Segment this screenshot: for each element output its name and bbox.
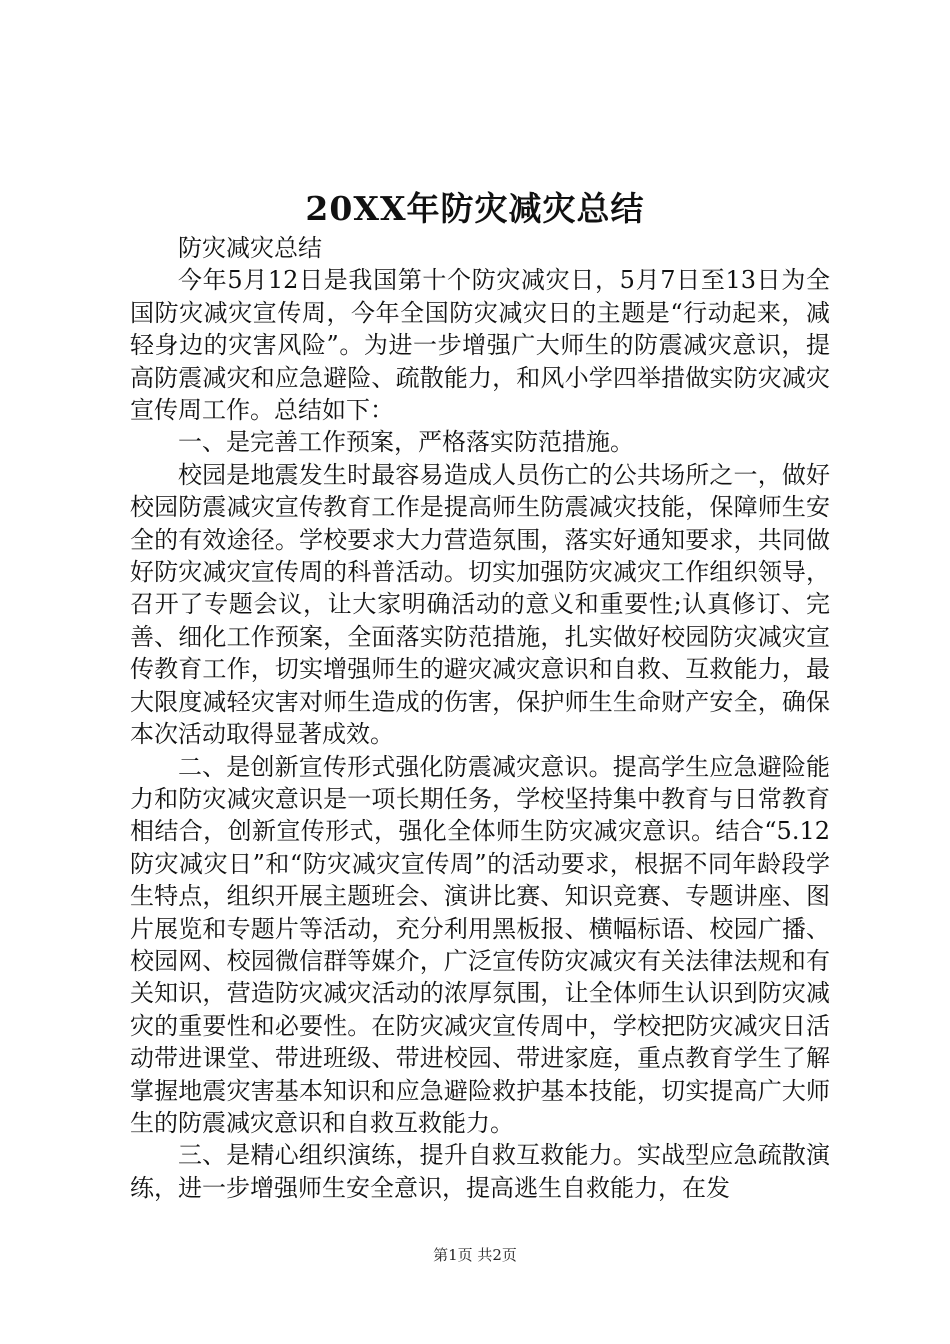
section-heading-1: 一、是完善工作预案，严格落实防范措施。 xyxy=(178,428,634,457)
page-number-footer: 第1页 共2页 xyxy=(433,1246,517,1264)
paragraph-section-2: 二、是创新宣传形式强化防震减灾意识。提高学生应急避险能力和防灾减灾意识是一项长期任务，学校坚持集中教育与日常教育相结合，创新宣传形式，强化全体师生防灾减灾意识。结合“5.12防灾减灾日”和“防灾减灾宣传周”的活动要求，根据不同年龄段学生特点，组织开展主题班会、演讲比赛、知识竞赛、专题讲座、图片展览和专题片等活动，充分利用黑板报、横幅标语、校园广播、校园网、校园微信群等媒介，广泛宣传防灾减灾有关法律法规和有关知识，营造防灾减灾活动的浓厚氛围，让全体师生认识到防灾减灾的重要性和必要性。在防灾减灾宣传周中，学校把防灾减灾日活动带进课堂、带进班级、带进校园、带进家庭，重点教育学生了解掌握地震灾害基本知识和应急避险救护基本技能，切实提高广大师生的防震减灾意识和自救互救能力。 xyxy=(130,752,830,1137)
paragraph-section-3: 三、是精心组织演练，提升自救互救能力。实战型应急疏散演练，进一步增强师生安全意识，提高逃生自救能力，在发 xyxy=(130,1141,830,1202)
document-title: 20XX年防灾减灾总结 xyxy=(305,189,645,228)
paragraph-intro: 今年5月12日是我国第十个防灾减灾日，5月7日至13日为全国防灾减灾宣传周，今年全国防灾减灾日的主题是“行动起来，减轻身边的灾害风险”。为进一步增强广大师生的防震减灾意识，提高防震减灾和应急避险、疏散能力，和风小学四举措做实防灾减灾宣传周工作。总结如下： xyxy=(130,266,830,425)
paragraph-section-1: 校园是地震发生时最容易造成人员伤亡的公共场所之一，做好校园防震减灾宣传教育工作是提高师生防震减灾技能，保障师生安全的有效途径。学校要求大力营造氛围，落实好通知要求，共同做好防灾减灾宣传周的科普活动。切实加强防灾减灾工作组织领导，召开了专题会议，让大家明确活动的意义和重要性;认真修订、完善、细化工作预案，全面落实防范措施，扎实做好校园防灾减灾宣传教育工作，切实增强师生的避灾减灾意识和自救、互救能力，最大限度减轻灾害对师生造成的伤害，保护师生生命财产安全，确保本次活动取得显著成效。 xyxy=(130,460,830,749)
paragraph-heading: 防灾减灾总结 xyxy=(178,234,322,262)
document-body xyxy=(130,232,830,1204)
